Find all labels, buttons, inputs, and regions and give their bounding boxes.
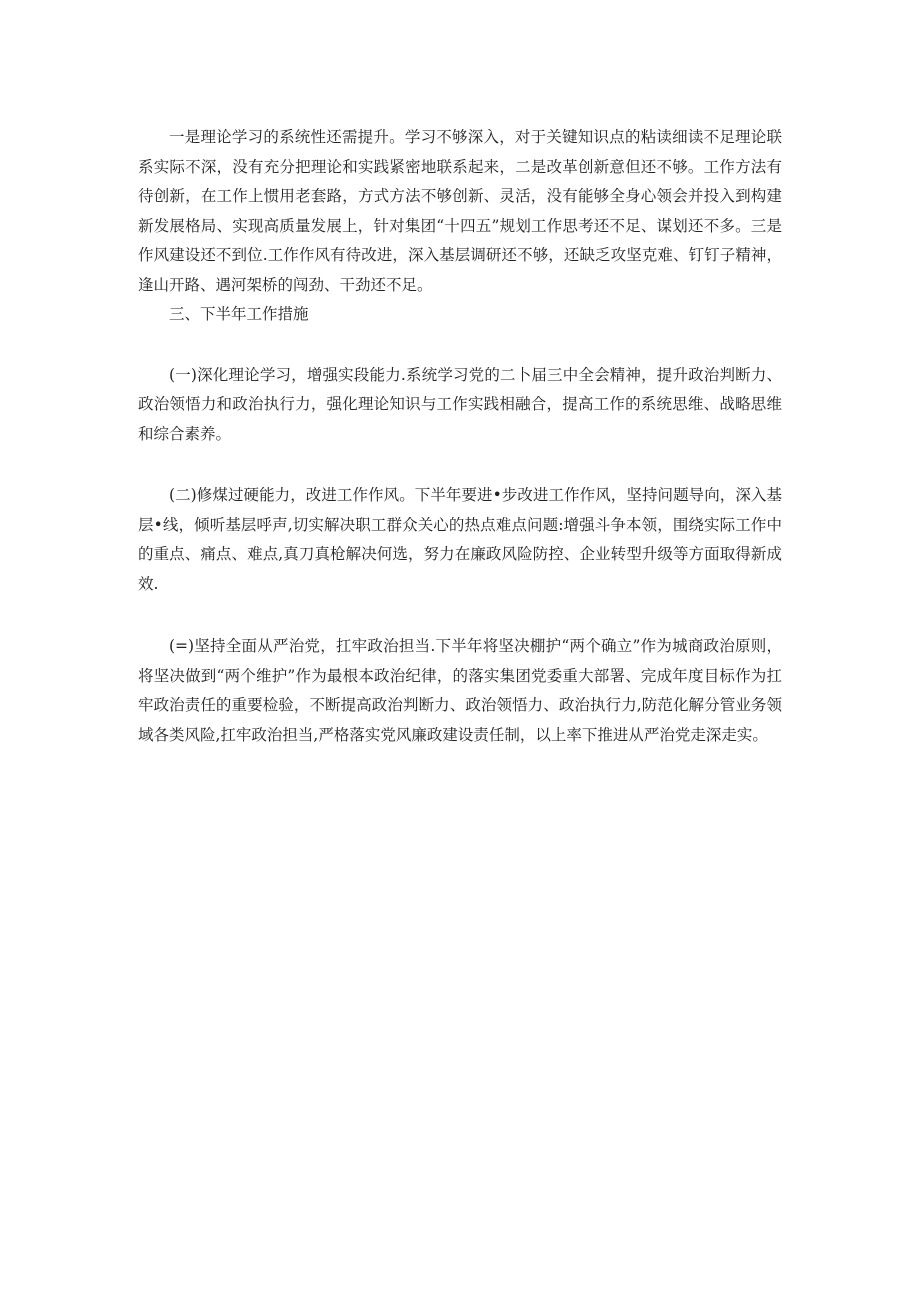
paragraph-measure-3: (=)坚持全面从严治党，扛牢政治担当.下半年将坚决棚护“两个确立”作为城商政治原则，将坚决做到“两个维护”作为最根本政治纪律，的落实集团党委重大部署、完成年度目标作为扛牢政治责任的重要检验，不断提高政治判断力、政治领悟力、政治执行力,防范化解分管业务领域各类风险,扛牢政治担当,严格落实党风廉政建设责任制，以上率下推进从严治党走深走实。 xyxy=(138,637,782,744)
paragraph-measure-1: (一)深化理论学习，增强实段能力.系统学习党的二卜届三中全会精神，提升政治判断力、政治领悟力和政治执行力，强化理论知识与工作实践相融合，提高工作的系统思维、战略思维和综合素养。 xyxy=(138,365,782,443)
section-heading: 三、下半年工作措施 xyxy=(169,305,309,323)
paragraph-problems: 一是理论学习的系统性还需提升。学习不够深入，对于关键知识点的粘读细读不足理论联系实际不深，没有充分把理论和实践紧密地联系起来，二是改革创新意但还不够。工作方法有待创新，在工作上惯用老套路，方式方法不够创新、灵活，没有能够全身心领会并投入到构建新发展格局、实现高质量发展上，针对集团“十四五”规划工作思考还不足、谋划还不多。三是作风建设还不到位.工作作风有待改进，深入基层调研还不够，还缺乏攻坚克难、钉钉子精神，逢山开路、遇河架桥的闯劲、干劲还不足。 xyxy=(138,128,782,294)
paragraph-measure-2: (二)修煤过硬能力，改进工作作风。下半年要进•步改进工作作风，坚持问题导向，深入基层•线，倾听基层呼声,切实解决职工群众关心的热点难点问题:增强斗争本领，围绕实际工作中的重点、痛点、难点,真刀真枪解决何选，努力在廉政风险防控、企业转型升级等方面取得新成效. xyxy=(138,486,782,593)
document-body xyxy=(138,123,782,750)
